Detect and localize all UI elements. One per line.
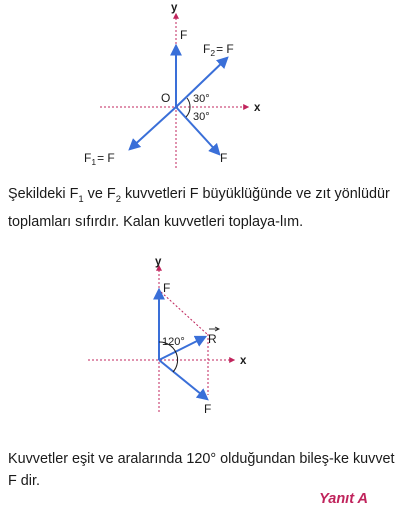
answer-label: Yanıt A bbox=[319, 491, 368, 507]
angle-lower-label: 30° bbox=[193, 111, 210, 123]
resultant-label: R bbox=[208, 332, 217, 346]
para1-sub2: 2 bbox=[115, 193, 121, 205]
vector-down-right-2 bbox=[159, 360, 207, 399]
figure-2 bbox=[0, 250, 402, 425]
vector-f1 bbox=[130, 107, 176, 149]
construction-line-1 bbox=[161, 292, 207, 334]
para1-sub1: 1 bbox=[78, 193, 84, 205]
origin-label: O bbox=[161, 91, 171, 105]
explanation-paragraph-1 bbox=[8, 183, 396, 233]
x-axis-label-1: x bbox=[254, 102, 261, 114]
x-axis-label-2: x bbox=[240, 355, 247, 367]
para1-part2: ve F bbox=[83, 186, 116, 202]
up-force-label-1: F bbox=[180, 28, 188, 42]
y-axis-label-2: y bbox=[155, 256, 162, 268]
para1-part1: Şekildeki F bbox=[8, 186, 79, 202]
down-right-force-label-1: F bbox=[220, 151, 228, 165]
up-force-label-2: F bbox=[163, 281, 171, 295]
f2-label: $F_2= F$ bbox=[203, 42, 234, 58]
f1-label: $F_1= F$ bbox=[84, 151, 115, 167]
angle-upper-label: 30° bbox=[193, 93, 210, 105]
down-force-label-2: F bbox=[204, 402, 212, 416]
angle-arc-upper bbox=[187, 98, 190, 107]
para1-part3: kuvvetleri F büyüklüğünde ve zıt yönlüdür toplamları sıfırdır. Kalan kuvvetleri toplaya-lım. bbox=[8, 186, 390, 230]
angle-120-label: 120° bbox=[162, 336, 185, 348]
figure-1 bbox=[0, 0, 402, 180]
y-axis-label-1: y bbox=[171, 2, 178, 14]
angle-arc-lower bbox=[186, 107, 190, 117]
explanation-paragraph-2: Kuvvetler eşit ve aralarında 120° olduğundan bileş-ke kuvvet F dir. bbox=[8, 451, 395, 489]
